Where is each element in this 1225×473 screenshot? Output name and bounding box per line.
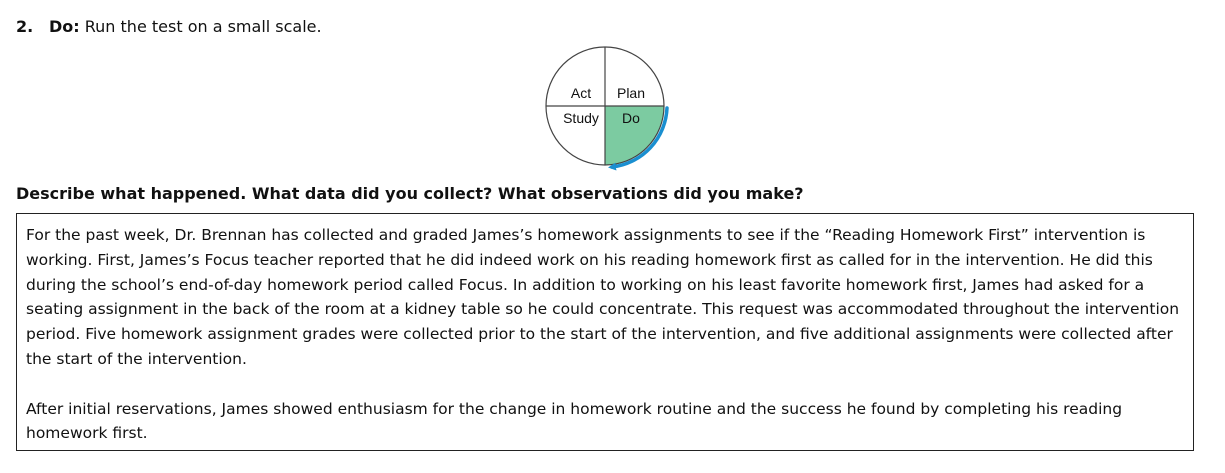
prompt-question: Describe what happened. What data did you collect? What observations did you make?	[16, 184, 804, 203]
step-heading	[16, 17, 322, 37]
act-label: Act	[570, 85, 592, 101]
pdsa-cycle-svg	[540, 44, 672, 170]
plan-label: Plan	[616, 85, 646, 101]
response-paragraph: After initial reservations, James showed enthusiasm for the change in homework routine and the success he found by completing his reading homework first.	[26, 399, 1123, 443]
response-paragraph: For the past week, Dr. Brennan has collected and graded James’s homework assignments to see if the “Reading Homework First” intervention is working. First, James’s Focus teacher reported that he did indeed work on his reading homework first as called for in the intervention. He did this during the school’s end-of-day homework period called Focus. In addition to working on his least favorite homework first, James had asked for a seating assignment in the back of the room at a kidney table so he could concentrate. This request was accommodated throughout the intervention period. Five homework assignment grades were collected prior to the start of the intervention, and five additional assignments were collected after the start of the intervention.	[26, 226, 1180, 368]
step-label: Do:	[49, 17, 80, 36]
response-box	[16, 213, 1194, 451]
step-description: Run the test on a small scale.	[84, 17, 322, 36]
study-label: Study	[563, 110, 599, 126]
pdsa-cycle-diagram	[540, 44, 672, 170]
do-label: Do	[622, 110, 640, 126]
step-number: 2.	[16, 17, 34, 36]
